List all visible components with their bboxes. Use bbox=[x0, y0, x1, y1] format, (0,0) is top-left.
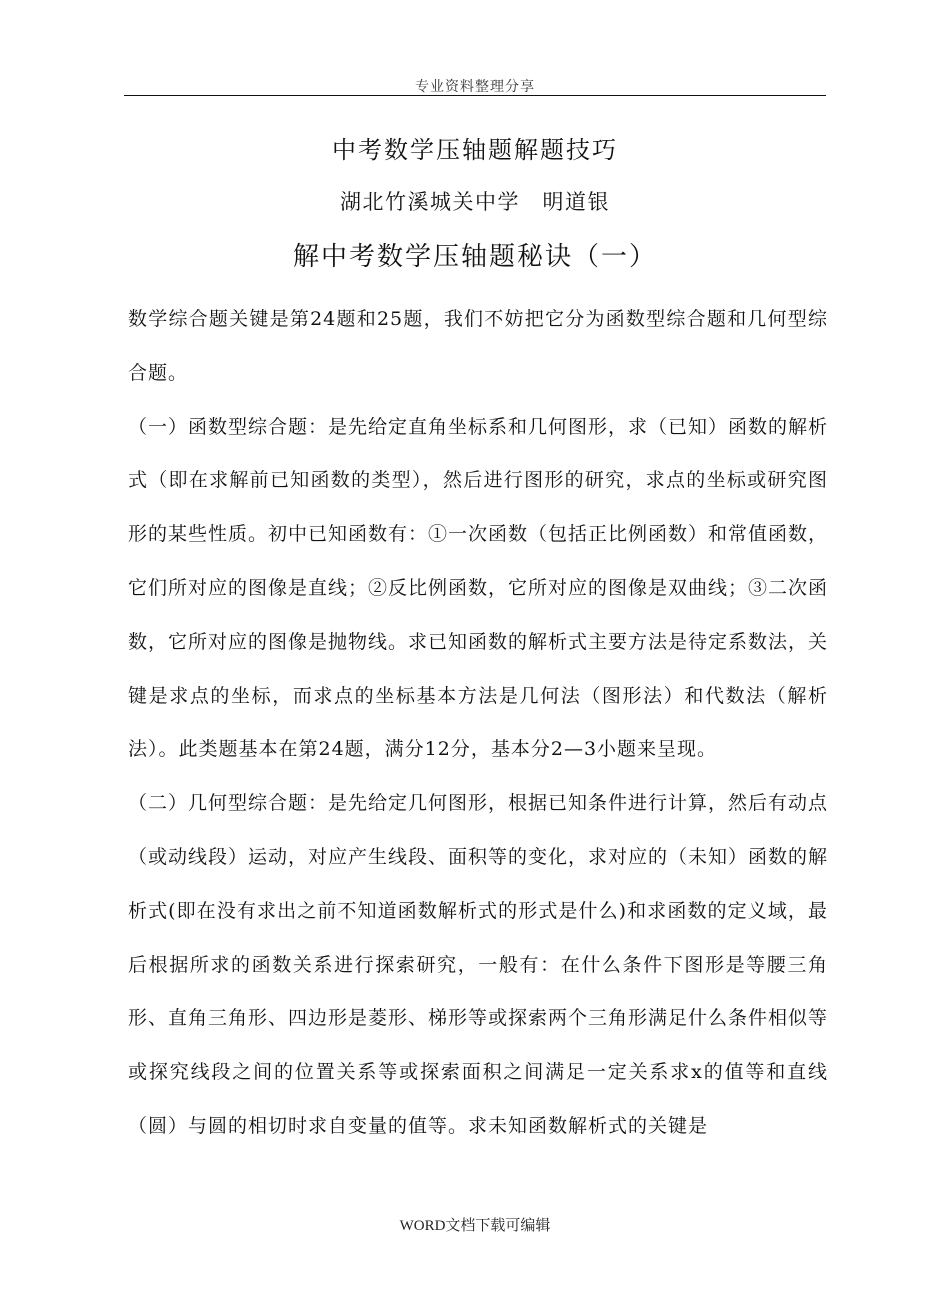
header-divider bbox=[124, 95, 826, 96]
paragraph-geometry-type: （二）几何型综合题：是先给定几何图形，根据已知条件进行计算，然后有动点（或动线段）运动，对应产生线段、面积等的变化，求对应的（未知）函数的解析式(即在没有求出之前不知道函数解析式的形式是什么)和求函数的定义域，最后根据所求的函数关系进行探索研究，一般有：在什么条件下图形是等腰三角形、直角三角形、四边形是菱形、梯形等或探索两个三角形满足什么条件相似等或探究线段之间的位置关系等或探索面积之间满足一定关系求x的值等和直线（圆）与圆的相切时求自变量的值等。求未知函数解析式的关键是 bbox=[128, 792, 829, 1137]
body-text bbox=[128, 293, 828, 1154]
document-title: 中考数学压轴题解题技巧 bbox=[332, 136, 618, 164]
section-title: 解中考数学压轴题秘诀（一） bbox=[292, 242, 657, 272]
page-header: 专业资料整理分享 bbox=[415, 79, 535, 95]
paragraph-function-type: （一）函数型综合题：是先给定直角坐标系和几何图形，求（已知）函数的解析式（即在求解前已知函数的类型），然后进行图形的研究，求点的坐标或研究图形的某些性质。初中已知函数有：①一次函数（包括正比例函数）和常值函数，它们所对应的图像是直线；②反比例函数，它所对应的图像是双曲线；③二次函数，它所对应的图像是抛物线。求已知函数的解析式主要方法是待定系数法，关键是求点的坐标，而求点的坐标基本方法是几何法（图形法）和代数法（解析法）。此类题基本在第24题，满分12分，基本分2—3小题来呈现。 bbox=[128, 415, 829, 761]
author-line: 湖北竹溪城关中学 明道银 bbox=[340, 190, 610, 214]
page-footer: WORD文档下载可编辑 bbox=[399, 1218, 551, 1234]
paragraph-intro: 数学综合题关键是第24题和25题，我们不妨把它分为函数型综合题和几何型综合题。 bbox=[128, 308, 828, 384]
